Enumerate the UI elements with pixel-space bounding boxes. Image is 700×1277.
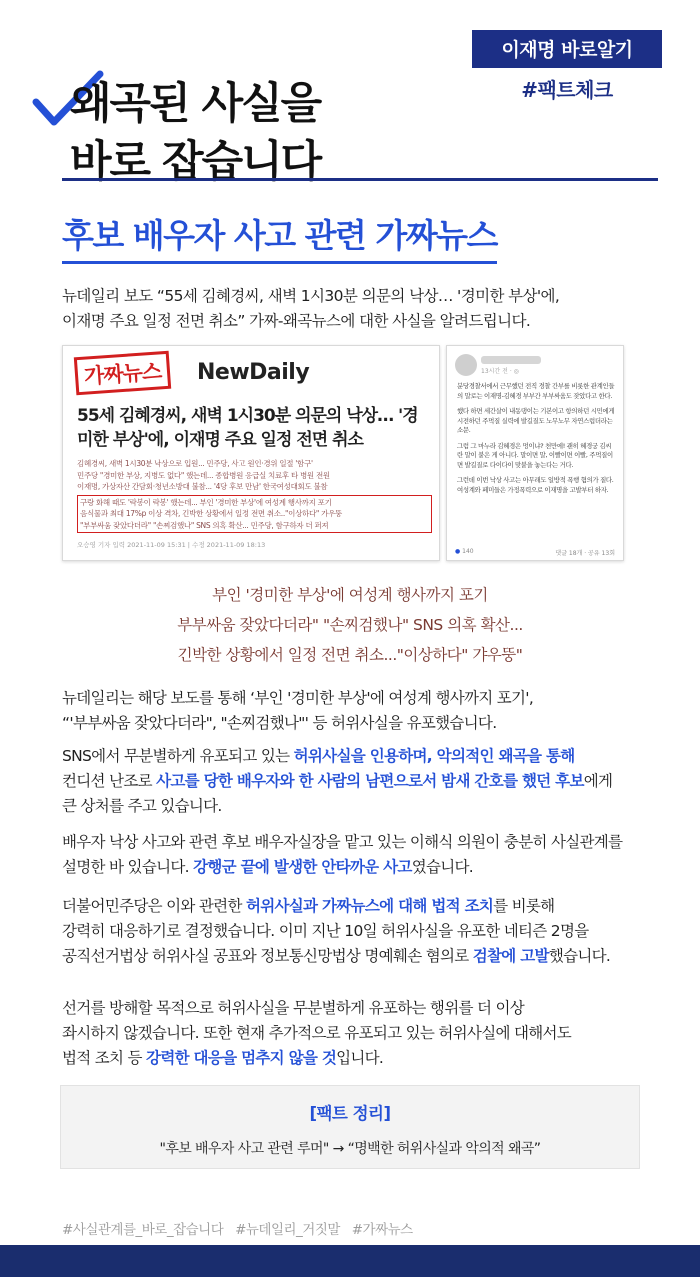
highlight-text: 허위사실을 인용하며, 악의적인 왜곡을 통해 <box>293 747 575 765</box>
paragraph-1 <box>62 686 662 736</box>
article-subhead: 민주당 "경미한 부상, 지병도 없다" 했는데... 종합병원 응급실 치료후 타 병원 전원 <box>77 470 330 480</box>
reaction-count: ● 140 <box>455 548 474 555</box>
article-headline: 55세 김혜경씨, 새벽 1시30분 의문의 낙상… '경미한 부상'에, 이재명 주요 일정 전면 취소 <box>77 406 418 450</box>
avatar <box>455 354 477 376</box>
post-paragraph: 그런데 이번 낙상 사고는 아무래도 일방적 폭행 혐의가 짙다. 여성계와 페미들은 가정폭력으로 이재명을 고발부터 하자. <box>457 476 614 494</box>
text-span: 더불어민주당은 이와 관련한 <box>62 897 246 915</box>
text-span: 좌시하지 않겠습니다. 또한 현재 추가적으로 유포되고 있는 허위사실에 대해서도 <box>62 1024 572 1042</box>
highlighted-subhead: "부부싸움 잦았다더라" "손찌검했나" SNS 의혹 확산... 민주당, 함구하자 더 퍼져 <box>80 520 329 530</box>
newdaily-logo: NewDaily <box>197 360 310 385</box>
text-span: 설명한 바 있습니다. <box>62 858 194 876</box>
intro-line-2: 이재명 주요 일정 전면 취소” 가짜-왜곡뉴스에 대한 사실을 알려드립니다. <box>62 312 531 330</box>
text-span: SNS에서 무분별하게 유포되고 있는 <box>62 747 294 765</box>
text-span: 였습니다. <box>411 858 474 876</box>
fact-title: [팩트 정리] <box>309 1104 391 1123</box>
text-span: 강력히 대응하기로 결정했습니다. 이미 지난 10일 허위사실을 유포한 네티즌 2명을 <box>62 922 589 940</box>
text-span: 배우자 낙상 사고와 관련 후보 배우자실장을 맡고 있는 이해식 의원이 충분히 사실관계를 <box>62 833 623 851</box>
text-span: 에게 <box>583 772 613 790</box>
post-paragraph: 분당경찰서에서 근무했던 전직 경찰 간부를 비롯한 관계인들의 말로는 이재명-김혜경 부부간 부부싸움도 잦았다고 한다. <box>457 382 615 400</box>
blurred-username <box>481 356 541 364</box>
quote-line: 부인 '경미한 부상'에 여성계 행사까지 포기 <box>212 586 488 604</box>
quote-line: 긴박한 상황에서 일정 전면 취소..."이상하다" 갸우뚱" <box>177 646 523 664</box>
hashtag: #사실관계를_바로_잡습니다 <box>62 1222 224 1238</box>
text-span: 공직선거법상 허위사실 공표와 정보통신망법상 명예훼손 혐의로 <box>62 947 473 965</box>
quote-line: 부부싸움 잦았다더라" "손찌검했나" SNS 의혹 확산... <box>177 616 523 634</box>
text-span: 큰 상처를 주고 있습니다. <box>62 797 222 815</box>
factcheck-tag: #팩트체크 <box>521 78 613 102</box>
text-span: 법적 조치 등 <box>62 1049 147 1067</box>
highlight-text: 강력한 대응을 멈추지 않을 것 <box>146 1049 337 1067</box>
text-span: 했습니다. <box>548 947 611 965</box>
highlighted-subhead: 구랑 화해 때도 '락봉이 락봉' 했는데... 부인 '경미한 부상'에 여성계 행사까지 포기 <box>80 497 332 507</box>
headline-divider <box>62 178 658 181</box>
headline-line-1: 왜곡된 사실을 <box>70 79 321 129</box>
text-span: 를 비롯해 <box>493 897 555 915</box>
paragraph-5 <box>62 996 662 1071</box>
hashtag: #가짜뉴스 <box>351 1222 413 1238</box>
campaign-badge: 이재명 바로알기 <box>472 30 662 68</box>
post-body <box>457 382 617 501</box>
text-span: 선거를 방해할 목적으로 허위사실을 무분별하게 유포하는 행위를 더 이상 <box>62 999 525 1017</box>
article-subhead: 이재명, 가상자산 간담회·청년소방대 불참... '4당 후보 만남' 한국여성대회도 불참 <box>77 482 328 491</box>
article-byline: 오승영 기자 입력 2021-11-09 15:31 | 수정 2021-11-09 18:13 <box>77 541 266 549</box>
highlighted-subhead: 음식물과 최대 17%p 이상 격차, 긴박한 상황에서 일정 전면 취소.."이상하다" 가우뚱 <box>80 509 342 518</box>
paragraph-2 <box>62 744 662 819</box>
text-span: 입니다. <box>336 1049 384 1067</box>
intro-text <box>62 284 662 334</box>
highlight-text: 허위사실과 가짜뉴스에 대해 법적 조치 <box>245 897 494 915</box>
paragraph-3 <box>62 830 662 880</box>
highlight-text: 사고를 당한 배우자와 한 사람의 남편으로서 밤새 간호를 했던 후보 <box>156 772 584 790</box>
headline <box>70 75 320 191</box>
footer-bar <box>0 1245 700 1277</box>
reaction-icon: ● <box>455 548 461 555</box>
fake-news-stamp: 가짜뉴스 <box>74 351 172 396</box>
paragraph-line: 뉴데일리는 해당 보도를 통해 ‘부인 '경미한 부상'에 여성계 행사까지 포기', <box>62 689 534 707</box>
highlight-text: 검찰에 고발 <box>472 947 549 965</box>
fact-summary-box <box>60 1085 640 1169</box>
news-article-capture <box>62 345 440 561</box>
post-paragraph: 그럼 그 마누라 김혜경은 멍이냐? 천만에! 괜히 혜경궁 김씨란 말이 붙은 게 아니다. 말이면 말, 이빨이면 이빨, 주먹질이면 발길질로 다이다이 맞붙을 놓는다는 거다. <box>457 441 613 469</box>
post-paragraph: 했다 하면 세간살이 내동댕이는 기본이고 항의하던 시민에게 시전하던 주먹질 실력에 발길질도 노무노무 자연스럽더라는 소문. <box>457 407 615 434</box>
hashtag: #뉴데일리_거짓말 <box>235 1222 340 1238</box>
hashtags <box>62 1218 421 1238</box>
paragraph-line: “'부부싸움 잦았다더라", "손찌검했나"' 등 허위사실을 유포했습니다. <box>62 714 497 732</box>
fact-text: "후보 배우자 사고 관련 루머" → “명백한 허위사실과 악의적 왜곡” <box>159 1141 541 1157</box>
post-stats: 댓글 18개 · 공유 13회 <box>555 550 615 557</box>
post-time: 13시간 전 · ◎ <box>481 368 519 375</box>
sns-post-capture <box>446 345 624 561</box>
top-badge <box>472 30 662 103</box>
highlighted-subheads <box>77 495 432 534</box>
intro-line-1: 뉴데일리 보도 “55세 김혜경씨, 새벽 1시30분 의문의 낙상… '경미한 부상'에, <box>62 287 560 305</box>
quoted-claims <box>0 580 700 670</box>
headline-line-2: 바로 잡습니다 <box>70 137 321 187</box>
subtitle: 후보 배우자 사고 관련 가짜뉴스 <box>62 210 497 264</box>
article-subheads <box>77 458 432 533</box>
highlight-text: 강행군 끝에 발생한 안타까운 사고 <box>193 858 412 876</box>
text-span: 컨디션 난조로 <box>62 772 157 790</box>
post-footer <box>455 548 615 557</box>
paragraph-4 <box>62 894 662 969</box>
article-subhead: 김혜경씨, 새벽 1시30분 낙상으로 입원... 민주당, 사고 원인·경위 일절 '함구' <box>77 459 313 468</box>
